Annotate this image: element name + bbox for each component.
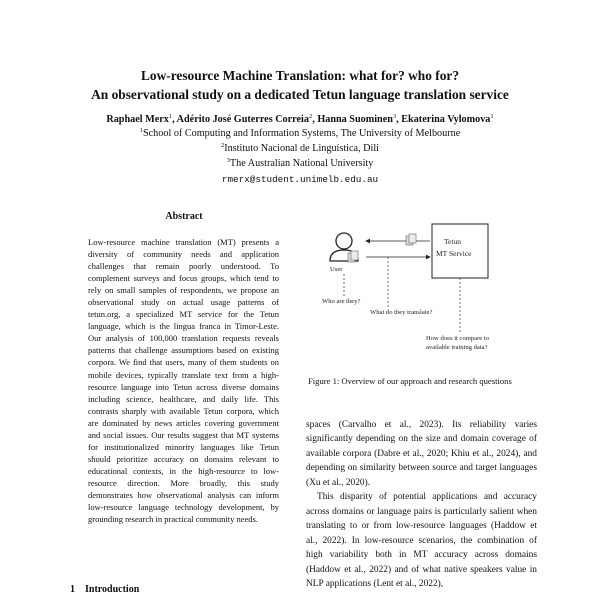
title-line-2: An observational study on a dedicated Tetun language translation service bbox=[91, 87, 509, 102]
paragraph: spaces (Carvalho et al., 2023). Its reliability varies significantly depending on the size and domain coverage of available corpora (Dabre et al., 2020; Khiu et al., 2024), and depending on similarity between source and target languages (Xu et al., 2020). bbox=[306, 420, 537, 488]
author-affiliation-mark: 1 bbox=[168, 113, 173, 120]
paper-title bbox=[0, 66, 600, 104]
author-name: Hanna Suominen bbox=[317, 114, 393, 125]
question-compare-line1: How does it compare to bbox=[426, 335, 489, 342]
document-icon bbox=[406, 234, 416, 245]
author-affiliation-mark: 2 bbox=[308, 113, 313, 120]
affiliation-number: 3 bbox=[226, 157, 230, 164]
affiliation-line bbox=[0, 157, 600, 170]
contact-email[interactable]: rmerx@student.unimelb.edu.au bbox=[221, 174, 379, 185]
author-affiliation-mark: 3 bbox=[392, 113, 397, 120]
affiliation-line bbox=[0, 127, 600, 140]
author-list: Raphael Merx$^1$, Adérito José Guterres Correia$^2$, Hanna Suominen$^3$, Ekaterina Vylomova$^1$ bbox=[106, 113, 494, 125]
service-label-line2: MT Service bbox=[436, 249, 472, 258]
author-name: Raphael Merx bbox=[106, 114, 169, 125]
author-name: Ekaterina Vylomova bbox=[401, 114, 491, 125]
affiliation-number: 1 bbox=[139, 127, 143, 134]
figure-caption: Figure 1: Overview of our approach and research questions bbox=[308, 376, 512, 386]
abstract-body: Low-resource machine translation (MT) presents a diversity of community needs and application challenges that remain poorly understood. To complement surveys and focus groups, which tend to rely on small samples of respondents, we propose an observational study on actual usage patterns of tetun.org, a specialized MT service for the Tetun language, which is the lingua franca in Timor-Leste. Our analysis of 100,000 translation requests reveals patterns that challenge assumptions based on existing corpora. We find that users, many of them students on mobile devices, typically translate text from a high-resource language into Tetun across diverse domains including science, healthcare, and daily life. This contrasts sharply with available Tetun corpora, which are dominated by news articles covering government and social issues. Our results suggest that MT systems for institutionalized minority languages like Tetun should prioritize accuracy on domains relevant to educational contexts, in the high-resource to low-resource direction. More broadly, this study demonstrates how observational analysis can inform low-resource language technology development, by grounding research in practical community needs. bbox=[88, 237, 279, 525]
right-column-text bbox=[306, 418, 537, 591]
affiliation-text: School of Computing and Information Systems, The University of Melbourne bbox=[142, 128, 461, 139]
affiliation-number: 2 bbox=[220, 142, 225, 149]
title-line-1: Low-resource Machine Translation: what for? who for? bbox=[140, 68, 460, 83]
section-heading bbox=[70, 584, 139, 595]
author-name: Adérito José Guterres Correia bbox=[176, 114, 309, 125]
abstract-heading: Abstract bbox=[165, 211, 203, 222]
section-title: Introduction bbox=[85, 584, 140, 595]
affiliation-text: Instituto Nacional de Linguística, Dili bbox=[224, 143, 379, 154]
user-label: User bbox=[330, 266, 343, 273]
affiliation-line bbox=[0, 142, 600, 155]
question-what: What do they translate? bbox=[370, 309, 433, 316]
affiliation-text: The Australian National University bbox=[229, 158, 374, 169]
service-label-line1: Tetun bbox=[444, 237, 461, 246]
figure-overview-diagram bbox=[306, 214, 536, 364]
section-number: 1 bbox=[70, 584, 75, 595]
author-affiliation-mark: 1 bbox=[490, 113, 494, 120]
diagram-canvas bbox=[306, 214, 536, 364]
question-who: Who are they? bbox=[322, 298, 361, 305]
question-compare-line2: available training data? bbox=[426, 344, 488, 351]
paragraph: This disparity of potential applications and accuracy across domains or language pairs is particularly salient when translating to or from low-resource languages (Haddow et al., 2022). In low-resource scenarios, the combination of high variability both in MT accuracy across domains (Haddow et al., 2022) and of what native speakers value in NLP applications (Lent et al., 2022), bbox=[306, 492, 537, 589]
